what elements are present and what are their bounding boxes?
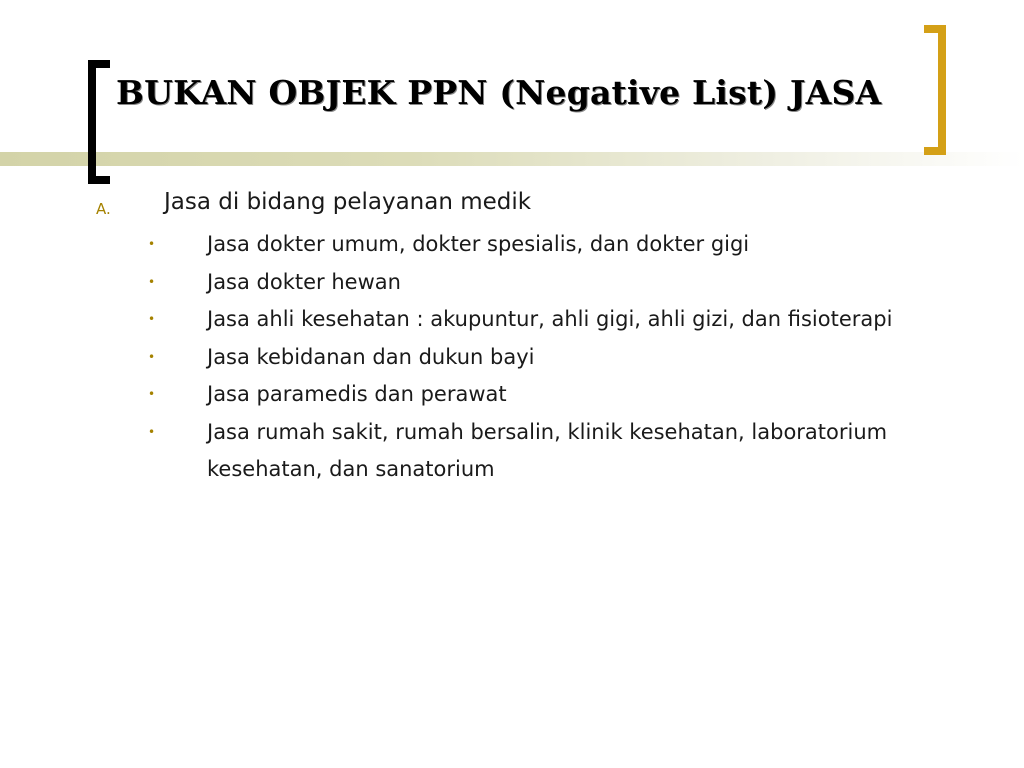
bullet-list (96, 226, 916, 489)
list-item (96, 301, 916, 339)
slide-title: BUKAN OBJEK PPN (Negative List) JASA (116, 73, 882, 112)
right-bracket-icon (924, 25, 946, 155)
list-item (96, 414, 916, 489)
list-item-text: Jasa rumah sakit, rumah bersalin, klinik kesehatan, laboratorium kesehatan, dan sanatorium (207, 419, 888, 481)
section-heading: Jasa di bidang pelayanan medik (164, 189, 532, 215)
bullet-dot-icon: • (148, 387, 156, 401)
bullet-dot-icon: • (148, 312, 156, 326)
left-bracket-icon (88, 60, 110, 184)
slide-content (96, 186, 916, 489)
list-item-text: Jasa dokter hewan (207, 269, 401, 294)
section-header (96, 186, 916, 226)
bullet-dot-icon: • (148, 237, 156, 251)
list-item-text: Jasa dokter umum, dokter spesialis, dan dokter gigi (207, 232, 750, 256)
list-item-text: Jasa kebidanan dan dukun bayi (207, 344, 535, 369)
list-item-text: Jasa ahli kesehatan : akupuntur, ahli gigi, ahli gizi, dan fisioterapi (207, 307, 893, 331)
title-band (0, 152, 1024, 166)
section-marker: A. (96, 200, 111, 218)
list-item (96, 226, 916, 264)
bullet-dot-icon: • (148, 424, 156, 439)
bullet-dot-icon: • (148, 274, 156, 289)
list-item (96, 339, 916, 377)
list-item (96, 376, 916, 414)
bullet-dot-icon: • (148, 349, 156, 364)
list-item (96, 264, 916, 302)
list-item-text: Jasa paramedis dan perawat (207, 382, 507, 406)
